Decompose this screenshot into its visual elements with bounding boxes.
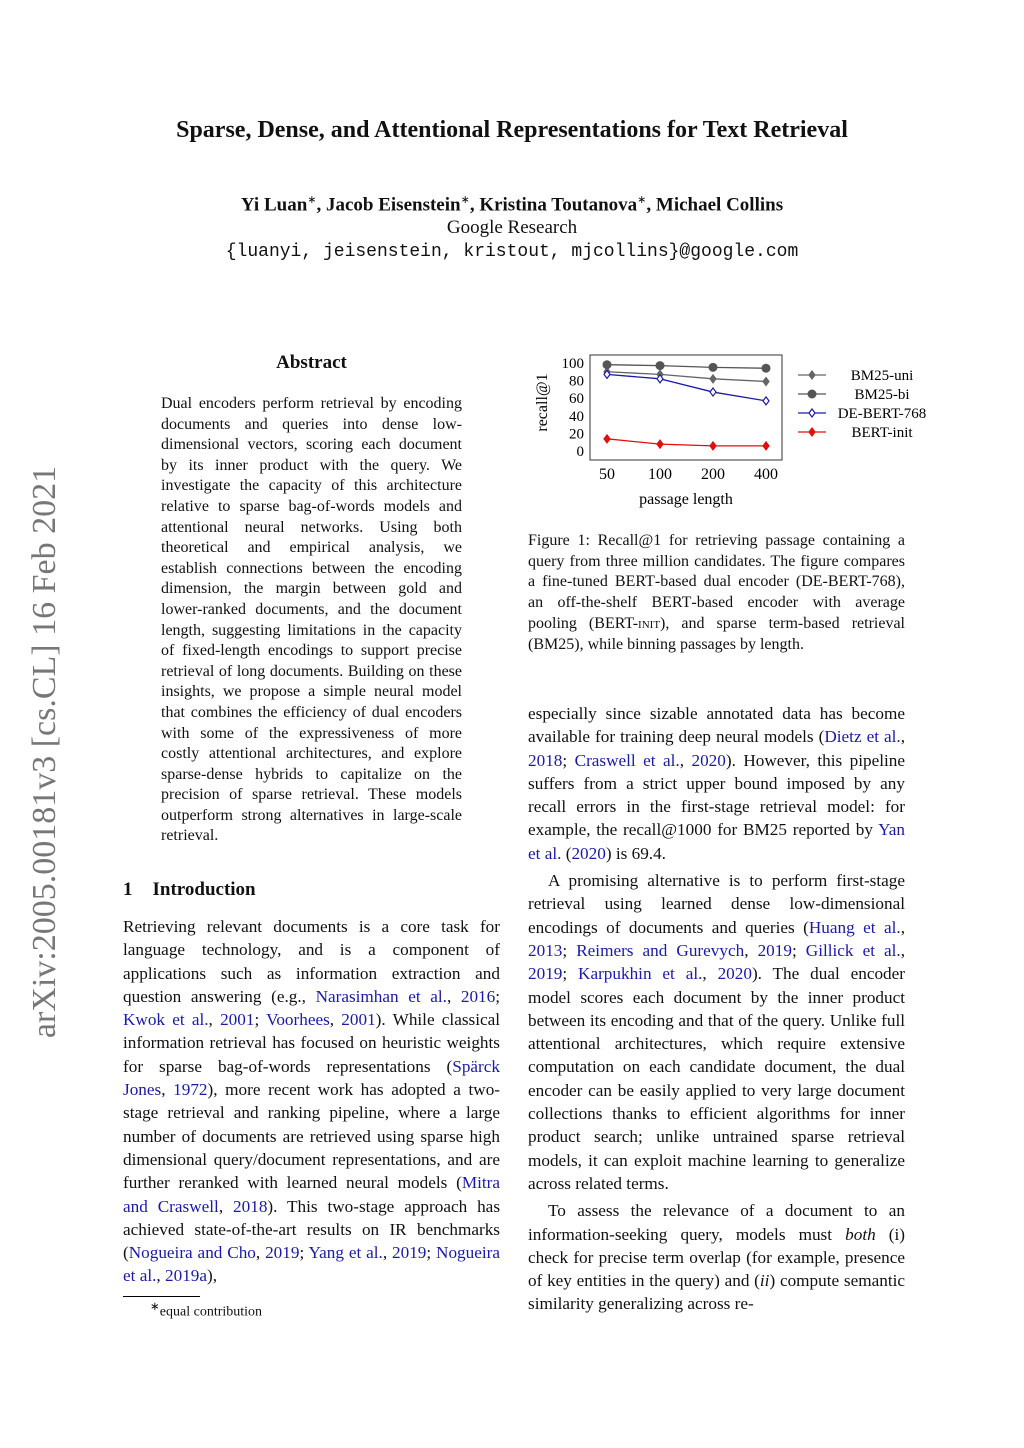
plot-frame: [590, 355, 782, 460]
legend-label: BM25-bi: [854, 387, 910, 403]
citation-link[interactable]: 2018: [233, 1196, 268, 1216]
citation-link[interactable]: 2020: [571, 843, 606, 863]
section-title: Introduction: [152, 879, 256, 900]
data-point: [763, 397, 769, 405]
text-run: ), while binning passages by length.: [574, 635, 804, 653]
data-point: [710, 388, 716, 396]
text-run: ). The dual encoder model scores each document by the inner product between its encoding and that of the query. Unlike full attentional architectures, which require extensive computation on each candidate document, the dual encoder can be easily applied to very large document collections thanks to efficient algorithms for inner product search; unlike untrained sparse retrieval models, it can exploit machine learning to generalize across related terms.: [528, 964, 905, 1193]
text-run: ,: [679, 750, 692, 770]
footnote: [150, 1299, 262, 1321]
citation-link[interactable]: 2019: [392, 1243, 427, 1263]
footnote-mark: ∗: [150, 1300, 160, 1313]
data-point: [603, 360, 612, 369]
author-name: Jacob Eisenstein: [325, 194, 461, 216]
text-run: ,: [329, 1010, 342, 1030]
text-run: ,: [900, 727, 906, 747]
author-list: Yi Luan∗, Jacob Eisenstein∗, Kristina Toutanova∗, Michael Collins: [240, 194, 784, 216]
left-column-body: [123, 915, 500, 1292]
data-point: [763, 442, 769, 450]
citation-link[interactable]: Narasimhan et al.: [315, 986, 447, 1006]
footnote-rule: [123, 1296, 200, 1297]
x-tick-label: 400: [754, 466, 778, 483]
paragraph: [528, 869, 905, 1195]
data-point: [763, 377, 769, 385]
y-tick-label: 100: [561, 355, 584, 372]
citation-link[interactable]: Huang et al.: [808, 917, 901, 937]
author-emails: {luanyi, jeisenstein, kristout, mjcollins}@google.com: [225, 242, 799, 262]
author-mark: ∗: [637, 194, 647, 206]
small-caps-term: BERT: [651, 594, 692, 612]
recall-chart: [530, 350, 930, 510]
paragraph: [123, 915, 500, 1288]
small-caps-term: BM25: [743, 820, 787, 840]
x-tick-label: 200: [701, 466, 725, 483]
section-heading-introduction: [123, 879, 276, 901]
text-run: ;: [254, 1010, 267, 1030]
citation-link[interactable]: 2001: [220, 1010, 255, 1030]
affiliation: Google Research: [446, 217, 578, 238]
data-point: [762, 364, 771, 373]
citation-link[interactable]: Spärck Jones: [123, 1056, 500, 1100]
text-run: ,: [900, 940, 906, 960]
citation-link[interactable]: 2019: [265, 1243, 300, 1263]
figure-caption: [528, 531, 905, 655]
text-run: ), an off-the-shelf: [528, 573, 905, 612]
citation-link[interactable]: 2018: [528, 750, 563, 770]
text-run: ,: [382, 1243, 393, 1263]
legend-label: DE-BERT-768: [837, 406, 927, 422]
text-run: ;: [562, 964, 579, 984]
y-tick-label: 0: [576, 444, 584, 461]
data-point: [709, 363, 718, 372]
legend-marker: [808, 390, 817, 399]
citation-link[interactable]: Yan et al.: [528, 820, 906, 863]
citation-link[interactable]: 2013: [528, 940, 563, 960]
citation-link[interactable]: Nogueira and Cho: [128, 1243, 256, 1263]
x-axis-label: passage length: [639, 491, 733, 508]
y-tick-label: 40: [569, 408, 584, 425]
author-name: Yi Luan: [240, 194, 308, 216]
citation-link[interactable]: Yang et al.: [308, 1243, 383, 1263]
citation-link[interactable]: Reimers and Gurevych: [576, 940, 745, 960]
text-run: ). This two-stage approach has achieved state-of-the-art results on IR benchmarks (: [123, 1196, 501, 1263]
author-name: Kristina Toutanova: [479, 194, 638, 216]
x-tick-label: 50: [599, 466, 615, 483]
citation-link[interactable]: Craswell et al.: [574, 750, 680, 770]
data-point: [710, 442, 716, 450]
text-run: ;: [299, 1243, 309, 1263]
text-run: ,: [255, 1243, 266, 1263]
text-run: ;: [426, 1243, 437, 1263]
data-point: [604, 435, 610, 443]
citation-link[interactable]: Mitra and Craswell: [123, 1173, 500, 1216]
data-point: [710, 375, 716, 383]
text-run: ), more recent work has adopted a two-stage retrieval and ranking pipeline, where a large number of documents are retrieved using sparse high dimensional query/document representations, and are further reranked with learned neural models (: [123, 1080, 501, 1193]
citation-link[interactable]: 2019: [757, 940, 792, 960]
citation-link[interactable]: Karpukhin et al.: [578, 964, 703, 984]
citation-link[interactable]: 1972: [173, 1080, 208, 1100]
emphasis: ii: [759, 1271, 770, 1291]
small-caps-term: BERT-init: [594, 614, 661, 632]
paper-title: Sparse, Dense, and Attentional Representations for Text Retrieval: [176, 117, 848, 143]
text-run: ) is 69.4.: [605, 843, 666, 863]
text-run: reported by: [786, 820, 879, 840]
series-line-bert-init: [607, 439, 766, 446]
small-caps-term: BERT: [614, 573, 655, 591]
text-run: (: [561, 843, 572, 863]
arxiv-side-label: arXiv:2005.00181v3 [cs.CL] 16 Feb 2021: [26, 465, 63, 1039]
paragraph: [528, 1199, 905, 1315]
author-mark: ∗: [460, 194, 470, 206]
data-point: [656, 361, 665, 370]
text-run: ) compute semantic similarity generalizing across re-: [528, 1271, 905, 1314]
text-run: ,: [744, 940, 758, 960]
legend-label: BERT-init: [851, 425, 913, 441]
text-run: ,: [208, 1010, 221, 1030]
text-run: Figure 1: Recall@1 for retrieving passage containing a query from three million candidates. The figure compares a fine-tuned: [528, 532, 905, 591]
citation-link[interactable]: Gillick et al.: [805, 940, 901, 960]
text-run: ,: [156, 1266, 165, 1286]
abstract-heading: Abstract: [276, 352, 347, 373]
legend-marker: [809, 371, 815, 379]
series-line-de-bert-768: [607, 374, 766, 400]
text-run: ,: [446, 986, 461, 1006]
citation-link[interactable]: 2016: [460, 986, 496, 1006]
small-caps-term: BM25: [533, 635, 575, 653]
text-run: -based encoder with average pooling (: [528, 594, 905, 632]
citation-link[interactable]: 2019: [528, 964, 563, 984]
y-axis-label: recall@1: [534, 373, 551, 432]
text-run: To assess the relevance of a document to an information-seeking query, models must: [528, 1201, 905, 1244]
text-run: ), and sparse term-based retrieval (: [528, 614, 905, 653]
citation-link[interactable]: 2001: [341, 1010, 376, 1030]
text-run: ). While classical information retrieval has focused on heuristic weights for sparse bag-of-words representations (: [123, 1010, 501, 1076]
footnote-text: equal contribution: [159, 1304, 263, 1320]
emphasis: both: [845, 1224, 876, 1244]
text-run: ). However, this pipeline suffers from a strict upper bound imposed by any recall errors in the first-stage retrieval model: for example, the recall@1000 for: [528, 750, 906, 840]
section-number: 1: [123, 879, 133, 900]
y-tick-label: 80: [569, 373, 584, 390]
citation-link[interactable]: 2020: [691, 750, 726, 770]
text-run: ;: [562, 940, 577, 960]
y-tick-label: 20: [569, 426, 584, 443]
text-run: ,: [900, 917, 905, 937]
legend-marker: [809, 428, 815, 436]
citation-link[interactable]: 2020: [717, 964, 752, 984]
series-line-bm25-bi: [607, 365, 766, 369]
text-run: (i) check for precise term overlap (for example, presence of key entities in the query) and (: [528, 1224, 905, 1291]
text-run: ;: [791, 940, 806, 960]
text-run: -based dual encoder (: [654, 573, 802, 591]
author-name: Michael Collins: [655, 194, 784, 216]
text-run: ,: [218, 1196, 234, 1216]
abstract-text: Dual encoders perform retrieval by encoding documents and queries into dense low-dimensional vectors, scoring each document by its inner product with the query. We investigate the capacity of this architecture relative to sparse bag-of-words models and attentional neural networks. Using both theoretical and empirical analysis, we establish connections between the encoding dimension, the margin between gold and lower-ranked documents, and the document length, suggesting limitations in the capacity of fixed-length encodings to support precise retrieval of long documents. Building on these insights, we propose a simple neural model that combines the efficiency of dual encoders with some of the expressiveness of more costly attentional architectures, and explore sparse-dense hybrids to capitalize on the precision of sparse retrieval. These models outperform strong alternatives in large-scale retrieval.: [161, 395, 462, 845]
text-run: ,: [702, 964, 718, 984]
paragraph: [528, 702, 905, 865]
text-run: Retrieving relevant documents is a core task for language technology, and is a component of applications such as information extraction and question answering (e.g.,: [123, 917, 500, 1006]
right-column-body: [528, 702, 905, 1320]
x-tick-label: 100: [648, 466, 672, 483]
author-mark: ∗: [307, 194, 317, 206]
citation-link[interactable]: Kwok et al.: [123, 1010, 209, 1030]
text-run: ,: [161, 1080, 174, 1100]
citation-link[interactable]: Dietz et al.: [824, 727, 901, 747]
citation-link[interactable]: 2019a: [165, 1266, 208, 1286]
text-run: ;: [495, 986, 501, 1006]
text-run: especially since sizable annotated data has become available for training deep neural models (: [528, 704, 905, 747]
text-run: ;: [562, 750, 575, 770]
y-tick-label: 60: [569, 391, 584, 408]
citation-link[interactable]: Nogueira et al.: [123, 1243, 500, 1286]
text-run: A promising alternative is to perform first-stage retrieval using learned dense low-dimensional encodings of documents and queries (: [528, 871, 905, 937]
citation-link[interactable]: Voorhees: [266, 1010, 330, 1030]
legend-label: BM25-uni: [850, 368, 914, 384]
data-point: [657, 440, 663, 448]
legend-marker: [809, 409, 815, 417]
text-run: ),: [207, 1266, 218, 1286]
small-caps-term: DE-BERT-768: [801, 573, 896, 591]
